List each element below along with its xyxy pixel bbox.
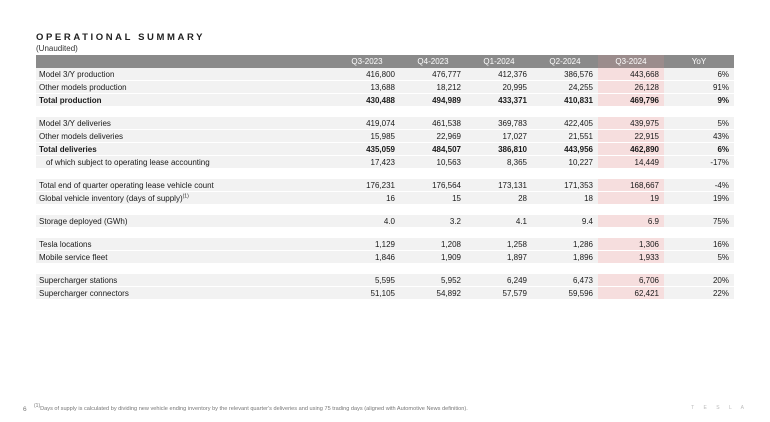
row-label xyxy=(36,130,334,143)
row-label xyxy=(36,94,334,107)
value-cell: 430,488 xyxy=(334,94,400,107)
value-cell: 1,286 xyxy=(532,238,598,251)
value-cell: 462,890 xyxy=(598,143,664,156)
value-cell: 15,985 xyxy=(334,130,400,143)
value-cell: 494,989 xyxy=(400,94,466,107)
value-cell: 386,810 xyxy=(466,143,532,156)
value-cell: 22,969 xyxy=(400,130,466,143)
value-cell: 461,538 xyxy=(400,117,466,130)
value-cell: 18 xyxy=(532,192,598,205)
yoy-cell: 20% xyxy=(664,274,734,287)
table-body xyxy=(36,68,734,300)
page-subtitle: (Unaudited) xyxy=(36,44,78,53)
value-cell: 15 xyxy=(400,192,466,205)
group-spacer xyxy=(36,264,734,275)
page-number: 6 xyxy=(23,406,27,413)
value-cell: 1,258 xyxy=(466,238,532,251)
value-cell: 176,231 xyxy=(334,179,400,192)
value-cell: 1,306 xyxy=(598,238,664,251)
column-header-q4-2023: Q4-2023 xyxy=(400,55,466,68)
value-cell: 54,892 xyxy=(400,287,466,300)
yoy-cell: 22% xyxy=(664,287,734,300)
value-cell: 21,551 xyxy=(532,130,598,143)
table-row xyxy=(36,94,734,107)
table-row xyxy=(36,81,734,94)
row-label-text: Other models production xyxy=(39,82,127,92)
table-row xyxy=(36,68,734,81)
value-cell: 469,796 xyxy=(598,94,664,107)
value-cell: 386,576 xyxy=(532,68,598,81)
value-cell: 22,915 xyxy=(598,130,664,143)
table-row xyxy=(36,287,734,300)
yoy-cell: 5% xyxy=(664,251,734,264)
row-label-text: Total production xyxy=(39,95,102,105)
row-label xyxy=(36,143,334,156)
value-cell: 6,473 xyxy=(532,274,598,287)
yoy-cell: 43% xyxy=(664,130,734,143)
value-cell: 433,371 xyxy=(466,94,532,107)
yoy-cell: 19% xyxy=(664,192,734,205)
yoy-cell: -4% xyxy=(664,179,734,192)
value-cell: 476,777 xyxy=(400,68,466,81)
group-spacer xyxy=(36,169,734,180)
value-cell: 16 xyxy=(334,192,400,205)
row-label xyxy=(36,274,334,287)
table-row xyxy=(36,192,734,205)
table-row xyxy=(36,274,734,287)
value-cell: 5,952 xyxy=(400,274,466,287)
yoy-cell: 9% xyxy=(664,94,734,107)
yoy-cell: -17% xyxy=(664,156,734,169)
row-label-text: Storage deployed (GWh) xyxy=(39,216,128,226)
yoy-cell: 6% xyxy=(664,143,734,156)
row-label-text: of which subject to operating lease accounting xyxy=(46,157,210,167)
value-cell: 1,846 xyxy=(334,251,400,264)
column-header-q1-2024: Q1-2024 xyxy=(466,55,532,68)
row-label xyxy=(36,68,334,81)
value-cell: 173,131 xyxy=(466,179,532,192)
value-cell: 168,667 xyxy=(598,179,664,192)
value-cell: 6,706 xyxy=(598,274,664,287)
row-label-text: Tesla locations xyxy=(39,239,92,249)
footnote-text: Days of supply is calculated by dividing new vehicle ending inventory by the relevant quarter's deliveries and using 75 trading days (aligned with Automotive News definition). xyxy=(40,406,468,412)
yoy-cell: 6% xyxy=(664,68,734,81)
value-cell: 57,579 xyxy=(466,287,532,300)
value-cell: 412,376 xyxy=(466,68,532,81)
table-row xyxy=(36,251,734,264)
row-label-text: Total end of quarter operating lease vehicle count xyxy=(39,180,214,190)
value-cell: 443,956 xyxy=(532,143,598,156)
value-cell: 59,596 xyxy=(532,287,598,300)
table-row xyxy=(36,117,734,130)
table-row xyxy=(36,143,734,156)
value-cell: 484,507 xyxy=(400,143,466,156)
table-row xyxy=(36,156,734,169)
value-cell: 6.9 xyxy=(598,215,664,228)
value-cell: 1,208 xyxy=(400,238,466,251)
value-cell: 10,227 xyxy=(532,156,598,169)
row-label-text: Other models deliveries xyxy=(39,131,124,141)
value-cell: 176,564 xyxy=(400,179,466,192)
value-cell: 9.4 xyxy=(532,215,598,228)
footnote-reference: (1) xyxy=(182,192,189,199)
value-cell: 435,059 xyxy=(334,143,400,156)
row-label xyxy=(36,287,334,300)
value-cell: 419,074 xyxy=(334,117,400,130)
group-spacer xyxy=(36,228,734,239)
value-cell: 4.1 xyxy=(466,215,532,228)
value-cell: 443,668 xyxy=(598,68,664,81)
value-cell: 410,831 xyxy=(532,94,598,107)
value-cell: 1,896 xyxy=(532,251,598,264)
value-cell: 13,688 xyxy=(334,81,400,94)
value-cell: 171,353 xyxy=(532,179,598,192)
value-cell: 17,027 xyxy=(466,130,532,143)
value-cell: 8,365 xyxy=(466,156,532,169)
page-title: OPERATIONAL SUMMARY xyxy=(36,32,206,43)
value-cell: 51,105 xyxy=(334,287,400,300)
row-label xyxy=(36,117,334,130)
row-label-text: Global vehicle inventory (days of supply) xyxy=(39,193,183,203)
value-cell: 4.0 xyxy=(334,215,400,228)
row-label xyxy=(36,81,334,94)
row-label xyxy=(36,192,334,205)
value-cell: 1,897 xyxy=(466,251,532,264)
yoy-cell: 91% xyxy=(664,81,734,94)
value-cell: 3.2 xyxy=(400,215,466,228)
value-cell: 1,909 xyxy=(400,251,466,264)
value-cell: 5,595 xyxy=(334,274,400,287)
column-header-q3-2023: Q3-2023 xyxy=(334,55,400,68)
column-header-q2-2024: Q2-2024 xyxy=(532,55,598,68)
table-row xyxy=(36,238,734,251)
value-cell: 28 xyxy=(466,192,532,205)
table-row xyxy=(36,179,734,192)
row-label xyxy=(36,179,334,192)
value-cell: 1,933 xyxy=(598,251,664,264)
value-cell: 26,128 xyxy=(598,81,664,94)
value-cell: 6,249 xyxy=(466,274,532,287)
tesla-logo: T E S L A xyxy=(691,405,748,411)
row-label xyxy=(36,215,334,228)
group-spacer xyxy=(36,107,734,118)
value-cell: 416,800 xyxy=(334,68,400,81)
value-cell: 24,255 xyxy=(532,81,598,94)
row-label xyxy=(36,251,334,264)
row-label-text: Total deliveries xyxy=(39,144,97,154)
value-cell: 369,783 xyxy=(466,117,532,130)
group-spacer xyxy=(36,205,734,216)
footnote xyxy=(34,403,468,412)
value-cell: 14,449 xyxy=(598,156,664,169)
value-cell: 17,423 xyxy=(334,156,400,169)
row-label-text: Model 3/Y deliveries xyxy=(39,118,111,128)
row-label-text: Supercharger stations xyxy=(39,275,118,285)
table-row xyxy=(36,130,734,143)
yoy-cell: 75% xyxy=(664,215,734,228)
value-cell: 19 xyxy=(598,192,664,205)
operational-summary-table xyxy=(36,55,734,300)
header-blank-cell xyxy=(36,55,334,68)
column-header-q3-2024: Q3-2024 xyxy=(598,55,664,68)
yoy-cell: 16% xyxy=(664,238,734,251)
value-cell: 20,995 xyxy=(466,81,532,94)
value-cell: 10,563 xyxy=(400,156,466,169)
table-row xyxy=(36,215,734,228)
row-label-text: Model 3/Y production xyxy=(39,69,115,79)
table-header-row xyxy=(36,55,734,68)
footnote-marker: (1) xyxy=(34,403,41,410)
value-cell: 62,421 xyxy=(598,287,664,300)
row-label-text: Supercharger connectors xyxy=(39,288,129,298)
row-label xyxy=(36,156,334,169)
row-label xyxy=(36,238,334,251)
value-cell: 18,212 xyxy=(400,81,466,94)
value-cell: 1,129 xyxy=(334,238,400,251)
column-header-yoy: YoY xyxy=(664,55,734,68)
value-cell: 422,405 xyxy=(532,117,598,130)
yoy-cell: 5% xyxy=(664,117,734,130)
value-cell: 439,975 xyxy=(598,117,664,130)
row-label-text: Mobile service fleet xyxy=(39,252,108,262)
